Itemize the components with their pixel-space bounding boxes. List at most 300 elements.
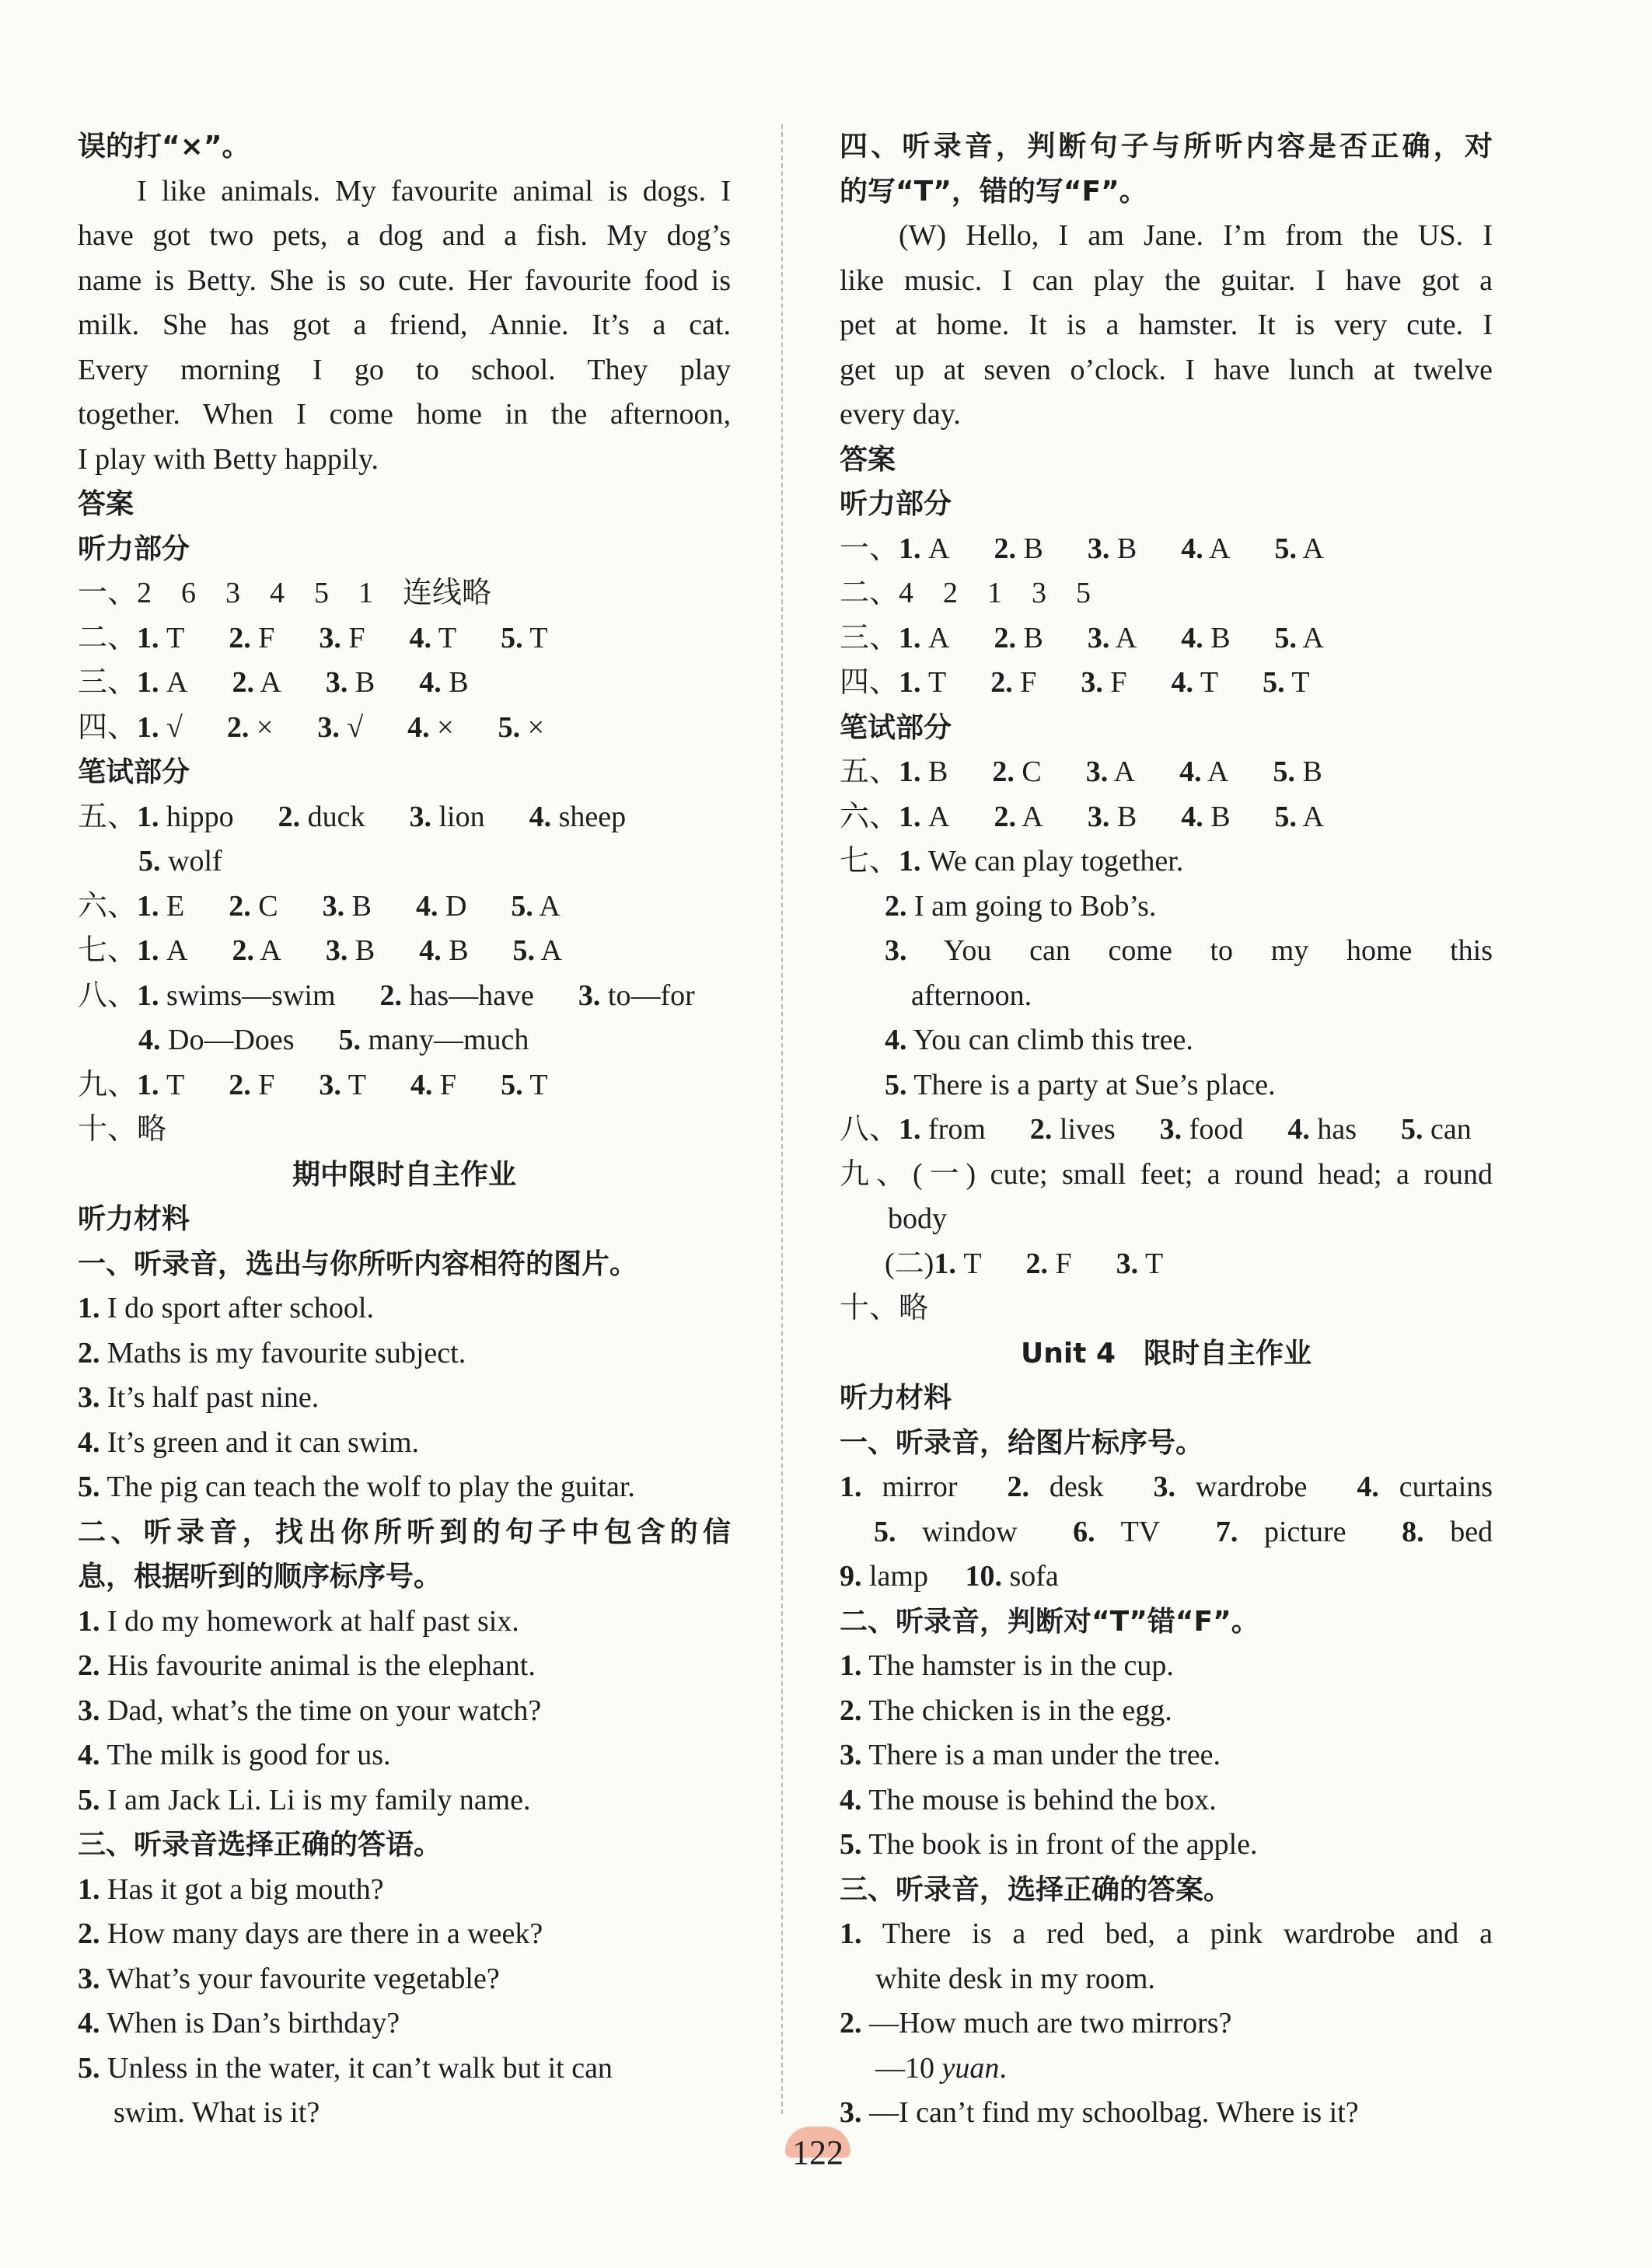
item-answer: You can come to my home this: [943, 934, 1493, 967]
item-answer: T: [438, 621, 457, 654]
item-answer: can: [1430, 1113, 1472, 1146]
item-answer: lion: [438, 800, 485, 833]
material-label: 听力材料: [840, 1382, 952, 1414]
item-number: 3.: [409, 800, 431, 833]
listening-label: 听力部分: [840, 488, 952, 520]
item-number: 2.: [229, 1068, 251, 1101]
item-answer: B: [449, 934, 469, 967]
item-number: 4.: [407, 710, 430, 744]
item-number: 2.: [232, 666, 254, 699]
item-answer: We can play together.: [928, 845, 1184, 878]
unit4-q3-item-1-cont: white desk in my room.: [875, 1962, 1155, 1995]
page-number: [771, 2122, 864, 2176]
answer-row-4: [78, 706, 731, 751]
item-number: 3.: [1159, 1113, 1182, 1146]
item-number: 5.: [1273, 755, 1295, 788]
continued-header: 误的打“×”。: [78, 131, 250, 162]
item-answer: E: [166, 889, 185, 923]
item-text: The hamster is in the cup.: [868, 1649, 1174, 1682]
item-number: 3.: [578, 979, 601, 1012]
item-answer: T: [1200, 666, 1219, 699]
question-2-title-cont: 息，根据听到的顺序标序号。: [78, 1561, 442, 1593]
item-number: 4.: [138, 1024, 161, 1056]
answer-row-7: [78, 929, 731, 974]
item-number: 2.: [232, 934, 254, 967]
item-text: What’s your favourite vegetable?: [107, 1962, 500, 1995]
item-number: 8.: [1402, 1515, 1424, 1548]
item-answer: ×: [437, 710, 454, 744]
item-text: There is a red bed, a pink wardrobe and a: [882, 1917, 1493, 1950]
item-number: 3.: [1116, 1247, 1139, 1280]
item-answer: to—for: [607, 979, 695, 1012]
item-number: 4.: [1357, 1471, 1379, 1503]
passage-line: together. When I come home in the afternoon,: [78, 398, 731, 431]
answer-row-6: [78, 885, 731, 930]
answer-row-9: 九、(一) cute; small feet; a round head; a round: [840, 1157, 1493, 1191]
row-prefix: 五、: [840, 755, 899, 788]
item-text: I do sport after school.: [107, 1292, 374, 1324]
item-number: 1.: [899, 666, 921, 699]
question-2-title: 二、听录音，找出你所听到的句子中包含的信: [78, 1516, 731, 1548]
answer-row-7-3b: afternoon.: [911, 979, 1032, 1012]
item-number: 2.: [229, 621, 251, 654]
column-divider: [781, 124, 783, 2114]
list-item: [78, 1465, 731, 1510]
item-number: 1.: [137, 889, 159, 923]
item-answer: F: [1110, 666, 1127, 699]
item-number: 3.: [325, 666, 348, 699]
answer-row-7-3: [840, 929, 1493, 974]
answer-row-9-cont: body: [888, 1202, 947, 1235]
unit4-q3-item-2-answer: [840, 2046, 1493, 2092]
item-answer: B: [449, 666, 469, 699]
row-prefix: 三、: [78, 666, 138, 699]
list-item: [840, 1644, 1493, 1689]
item-answer: sheep: [558, 800, 627, 833]
answer-row-9: [78, 1063, 731, 1108]
item-number: 3.: [1087, 621, 1110, 654]
answer-row-7-2: [840, 885, 1493, 930]
answer-row-1: [840, 527, 1493, 572]
item-answer: T: [1291, 666, 1310, 699]
item-number: 4.: [419, 666, 442, 699]
answers-label: 答案: [840, 443, 896, 476]
item-answer: A: [1113, 755, 1136, 788]
unit4-q1-row-3: [840, 1554, 1493, 1600]
item-answer: duck: [307, 800, 365, 833]
item-answer: B: [1116, 532, 1137, 565]
passage-line: pet at home. It is a hamster. It is very cute. I: [840, 309, 1493, 341]
list-item: [840, 1733, 1493, 1778]
item-number: 3.: [840, 2096, 862, 2129]
item-number: 3.: [317, 710, 340, 744]
item-number: 2.: [992, 755, 1015, 788]
row-prefix: (二): [885, 1247, 934, 1280]
item-number: 4.: [1181, 621, 1203, 654]
question-1-list: [78, 1286, 731, 1510]
item-number: 2.: [1029, 1113, 1053, 1146]
item-number: 1.: [137, 666, 159, 699]
item-answer: A: [928, 800, 950, 833]
item-number: 2.: [840, 1694, 862, 1727]
item-answer: A: [1022, 800, 1043, 833]
item-number: 5.: [78, 1783, 100, 1816]
item-answer: wolf: [168, 845, 222, 878]
right-column: [840, 124, 1493, 2136]
item-number: 2.: [994, 621, 1016, 654]
item-number: 3.: [325, 934, 348, 967]
passage-line: have got two pets, a dog and a fish. My dog’s: [78, 219, 731, 252]
listening-label: 听力部分: [78, 532, 190, 565]
item-number: 1.: [899, 755, 921, 788]
list-item: [840, 1778, 1493, 1823]
item-word: desk: [1049, 1471, 1104, 1503]
answer-row-2: [78, 616, 731, 661]
item-answer: You can climb this tree.: [913, 1024, 1193, 1056]
item-word: picture: [1263, 1515, 1346, 1548]
item-number: 2.: [990, 666, 1013, 699]
item-number: 4.: [410, 1068, 433, 1101]
item-text: The milk is good for us.: [107, 1739, 391, 1771]
item-text: When is Dan’s birthday?: [107, 2007, 400, 2039]
item-answer: A: [1207, 755, 1229, 788]
item-answer: A: [1302, 621, 1324, 654]
item-number: 5.: [501, 1068, 523, 1101]
item-number: 2.: [78, 1336, 100, 1370]
item-answer: √: [166, 710, 183, 744]
list-item: [78, 1286, 731, 1331]
item-number: 5.: [78, 1471, 100, 1503]
list-item: [840, 1823, 1493, 1868]
item-number: 5.: [501, 621, 523, 654]
item-answer: A: [540, 934, 562, 967]
item-number: 3.: [840, 1739, 862, 1771]
item-answer: Do—Does: [168, 1024, 295, 1056]
item-text: I do my homework at half past six.: [107, 1604, 519, 1638]
item-number: 2.: [78, 1917, 100, 1950]
unit4-question-1-title: 一、听录音，给图片标序号。: [840, 1426, 1204, 1459]
passage-line: Every morning I go to school. They play: [78, 353, 731, 386]
answer-row-3: [78, 661, 731, 706]
answer-row-10: 十、略: [78, 1113, 167, 1146]
list-item: [78, 1644, 731, 1689]
answer-unit: yuan: [941, 2051, 1000, 2085]
item-number: 2.: [78, 1649, 100, 1682]
question-3-list: [78, 1868, 731, 2092]
item-answer: B: [1023, 532, 1043, 565]
answer-row-7-5: [840, 1063, 1493, 1108]
answer-row-2: 二、4 2 1 3 5: [840, 577, 1091, 609]
item-answer: T: [963, 1247, 982, 1280]
list-item: [78, 1912, 731, 1957]
item-answer: B: [1302, 755, 1322, 788]
item-answer: lives: [1059, 1113, 1116, 1146]
item-number: 4.: [78, 1739, 100, 1771]
item-number: 1.: [899, 800, 921, 833]
unit4-q3-item-3: [840, 2091, 1493, 2136]
list-item: [78, 1600, 731, 1645]
item-text: Maths is my favourite subject.: [107, 1336, 466, 1370]
item-text: His favourite animal is the elephant.: [107, 1649, 536, 1682]
item-word: bed: [1450, 1515, 1493, 1548]
row-prefix: 三、: [840, 621, 899, 654]
item-word: wardrobe: [1195, 1471, 1308, 1503]
question-3-item-5-cont: swim. What is it?: [114, 2096, 320, 2129]
item-text: Dad, what’s the time on your watch?: [107, 1694, 542, 1727]
item-answer: There is a party at Sue’s place.: [913, 1068, 1276, 1101]
item-answer: A: [1115, 621, 1137, 654]
item-number: 5.: [78, 2051, 100, 2085]
answer-row-9-2: [840, 1242, 1493, 1287]
midterm-title: 期中限时自主作业: [292, 1158, 516, 1191]
item-text: Unless in the water, it can’t walk but it can: [107, 2051, 613, 2085]
row-prefix: 八、: [78, 979, 138, 1012]
item-answer: T: [1145, 1247, 1164, 1280]
item-number: 2.: [840, 2007, 862, 2039]
answer-punct: .: [999, 2051, 1007, 2085]
item-answer: A: [928, 621, 950, 654]
item-answer: F: [348, 621, 365, 654]
answer-text: —10: [875, 2051, 942, 2085]
item-answer: has: [1317, 1113, 1357, 1146]
item-number: 1.: [137, 710, 159, 744]
item-answer: √: [347, 710, 364, 744]
item-word: window: [922, 1515, 1018, 1548]
left-column: [78, 124, 731, 2136]
list-item: [78, 2046, 731, 2092]
answer-row-7-1: [840, 839, 1493, 885]
list-item: [78, 1376, 731, 1421]
answer-row-5: [840, 750, 1493, 795]
item-number: 2.: [994, 800, 1016, 833]
item-number: 10.: [965, 1560, 1002, 1593]
item-number: 1.: [137, 800, 159, 833]
item-number: 1.: [78, 1872, 100, 1906]
item-text: There is a man under the tree.: [868, 1739, 1221, 1771]
item-number: 5.: [1274, 800, 1298, 833]
item-number: 3.: [1153, 1471, 1175, 1503]
item-answer: B: [354, 666, 375, 699]
item-answer: C: [1022, 755, 1042, 788]
row-prefix: 五、: [78, 800, 138, 833]
item-text: The mouse is behind the box.: [868, 1783, 1217, 1816]
item-answer: A: [928, 532, 950, 565]
item-number: 1.: [137, 979, 159, 1012]
answer-row-8b: [78, 1018, 731, 1063]
item-answer: F: [1020, 666, 1037, 699]
item-number: 1.: [840, 1471, 862, 1503]
answer-row-8: [840, 1108, 1493, 1153]
item-number: 4.: [78, 1425, 100, 1459]
item-text: It’s half past nine.: [107, 1381, 320, 1414]
item-number: 7.: [1215, 1515, 1238, 1548]
item-number: 2.: [1007, 1471, 1029, 1503]
written-label: 笔试部分: [78, 756, 190, 788]
item-text: The book is in front of the apple.: [868, 1828, 1258, 1861]
item-answer: B: [351, 889, 372, 923]
item-text: How many days are there in a week?: [107, 1917, 543, 1950]
item-number: 1.: [137, 934, 159, 967]
question-1-title: 一、听录音，选出与你所听内容相符的图片。: [78, 1247, 638, 1280]
passage-line: milk. She has got a friend, Annie. It’s a cat.: [78, 309, 731, 341]
row-prefix: 八、: [840, 1113, 899, 1146]
answer-row-3: [840, 616, 1493, 661]
item-text: Has it got a big mouth?: [107, 1872, 384, 1906]
passage-line: like music. I can play the guitar. I have got a: [840, 263, 1493, 297]
row-prefix: 一、: [840, 532, 899, 565]
item-answer: T: [166, 1068, 185, 1101]
list-item: [78, 1957, 731, 2002]
item-answer: A: [166, 666, 188, 699]
item-answer: A: [539, 889, 561, 923]
item-answer: D: [445, 889, 467, 923]
item-number: 2.: [226, 710, 250, 744]
item-number: 5.: [512, 934, 536, 967]
item-word: sofa: [1009, 1560, 1059, 1593]
answer-row-4: [840, 661, 1493, 706]
item-word: TV: [1120, 1515, 1161, 1548]
item-number: 5.: [874, 1515, 896, 1548]
item-number: 5.: [885, 1068, 907, 1101]
passage-line: name is Betty. She is so cute. Her favourite food is: [78, 263, 731, 297]
item-number: 1.: [899, 532, 921, 565]
item-number: 4.: [409, 621, 432, 654]
passage-line: every day.: [840, 398, 961, 431]
item-number: 5.: [338, 1024, 361, 1056]
item-answer: F: [258, 621, 275, 654]
item-answer: hippo: [166, 800, 234, 833]
list-item: [78, 2001, 731, 2046]
unit4-title: Unit 4 限时自主作业: [1021, 1337, 1311, 1370]
unit4-question-3-title: 三、听录音，选择正确的答案。: [840, 1873, 1232, 1906]
item-answer: swims—swim: [166, 979, 336, 1012]
item-answer: food: [1189, 1113, 1244, 1146]
item-number: 3.: [78, 1694, 100, 1727]
row-prefix: 七、: [78, 934, 138, 967]
item-number: 4.: [419, 934, 442, 967]
question-3-title: 三、听录音选择正确的答语。: [78, 1829, 442, 1861]
item-text: The chicken is in the egg.: [868, 1694, 1172, 1727]
item-number: 2.: [1025, 1247, 1049, 1280]
item-answer: many—much: [368, 1024, 529, 1056]
item-number: 2.: [885, 889, 907, 923]
item-number: 4.: [1171, 666, 1194, 699]
page-number-text: 122: [792, 2134, 843, 2172]
item-answer: B: [1023, 621, 1043, 654]
item-text: —How much are two mirrors?: [869, 2007, 1232, 2039]
left-passage: [78, 169, 731, 483]
item-answer: A: [1209, 532, 1231, 565]
material-label: 听力材料: [78, 1203, 190, 1235]
item-number: 3.: [1087, 532, 1110, 565]
item-number: 5.: [1400, 1113, 1423, 1146]
item-answer: ×: [527, 710, 545, 744]
item-answer: T: [529, 1068, 548, 1101]
passage-line: I like animals. My favourite animal is dogs. I: [137, 174, 731, 208]
item-number: 5.: [511, 889, 533, 923]
item-number: 5.: [1263, 666, 1285, 699]
row-prefix: 四、: [840, 666, 899, 699]
item-number: 3.: [322, 889, 345, 923]
item-answer: B: [1210, 800, 1231, 833]
item-number: 4.: [1181, 532, 1203, 565]
passage-line: get up at seven o’clock. I have lunch at twelve: [840, 353, 1493, 386]
unit4-q1-row-1: [840, 1465, 1493, 1510]
item-answer: T: [348, 1068, 366, 1101]
item-answer: T: [529, 621, 548, 654]
item-number: 3.: [78, 1381, 100, 1414]
list-item: [78, 1689, 731, 1734]
row-prefix: 七、: [840, 845, 899, 878]
item-number: 1.: [840, 1917, 862, 1950]
answers-label: 答案: [78, 488, 134, 520]
item-number: 1.: [137, 621, 159, 654]
item-text: —I can’t find my schoolbag. Where is it?: [869, 2096, 1359, 2129]
item-number: 4.: [1179, 755, 1202, 788]
unit4-question-2-list: [840, 1644, 1493, 1868]
item-number: 5.: [498, 710, 521, 744]
item-answer: C: [258, 889, 278, 923]
item-number: 3.: [1087, 800, 1110, 833]
question-2-list: [78, 1600, 731, 1823]
item-number: 2.: [379, 979, 402, 1012]
list-item: [78, 1733, 731, 1778]
item-number: 3.: [319, 621, 341, 654]
written-label: 笔试部分: [840, 711, 952, 744]
item-number: 4.: [415, 889, 438, 923]
item-answer: F: [258, 1068, 275, 1101]
list-item: [78, 1331, 731, 1377]
question-4-title-cont: 的写“T”，错的写“F”。: [840, 175, 1147, 208]
answer-row-6: [840, 795, 1493, 840]
right-passage: [840, 214, 1493, 438]
item-text: I am Jack Li. Li is my family name.: [107, 1783, 531, 1816]
item-answer: A: [1302, 800, 1324, 833]
item-number: 4.: [78, 2007, 100, 2039]
item-word: lamp: [869, 1560, 928, 1593]
list-item: [78, 1778, 731, 1823]
item-answer: from: [928, 1113, 986, 1146]
answer-row-7-4: [840, 1018, 1493, 1063]
question-4-title: 四、听录音，判断句子与所听内容是否正确，对: [840, 131, 1493, 162]
item-answer: has—have: [409, 979, 534, 1012]
answer-row-8: [78, 974, 731, 1019]
item-number: 5.: [840, 1828, 862, 1861]
item-text: The pig can teach the wolf to play the guitar.: [107, 1471, 635, 1503]
item-number: 3.: [1081, 666, 1103, 699]
row-prefix: 九、: [78, 1068, 138, 1101]
answer-row-5: [78, 795, 731, 840]
list-item: [78, 1868, 731, 1913]
item-number: 5.: [1274, 532, 1298, 565]
item-answer: A: [166, 934, 188, 967]
unit4-q3-item-1: [840, 1912, 1493, 1957]
item-answer: T: [928, 666, 947, 699]
item-answer: B: [928, 755, 948, 788]
item-word: mirror: [882, 1471, 958, 1503]
item-number: 1.: [934, 1247, 956, 1280]
item-number: 1.: [137, 1068, 159, 1101]
item-answer: B: [1116, 800, 1137, 833]
item-number: 2.: [229, 889, 251, 923]
item-number: 1.: [78, 1604, 100, 1638]
row-prefix: 四、: [78, 710, 138, 744]
item-answer: B: [354, 934, 375, 967]
item-number: 1.: [840, 1649, 862, 1682]
item-number: 3.: [78, 1962, 100, 1995]
row-prefix: 六、: [78, 889, 138, 923]
row-prefix: 二、: [78, 621, 138, 654]
